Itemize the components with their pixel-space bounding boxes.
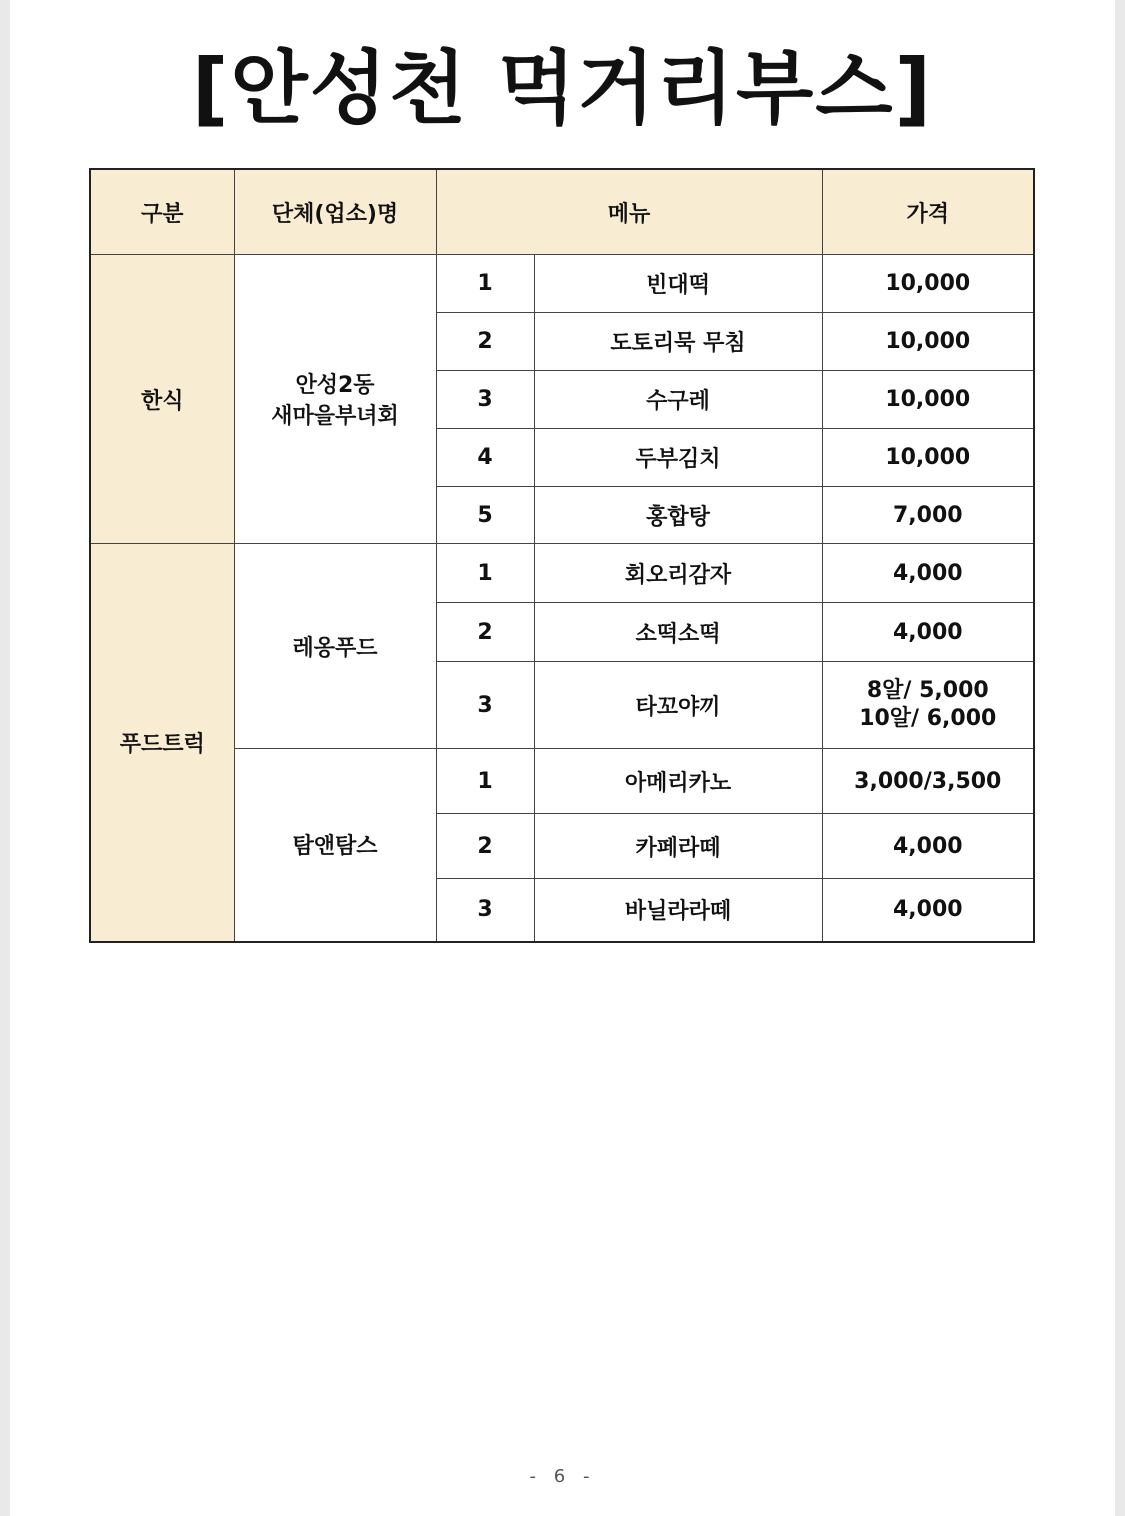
item-price: 4,000 — [822, 603, 1034, 662]
header-menu: 메뉴 — [436, 169, 822, 255]
item-menu: 회오리감자 — [534, 544, 822, 603]
item-number: 1 — [436, 544, 534, 603]
item-number: 2 — [436, 313, 534, 371]
item-price: 3,000/3,500 — [822, 749, 1034, 814]
page-title: [안성천 먹거리부스] — [191, 42, 934, 135]
item-price: 4,000 — [822, 544, 1034, 603]
item-menu: 아메리카노 — [534, 749, 822, 814]
table-header-row — [90, 169, 1034, 255]
item-number: 5 — [436, 487, 534, 544]
item-number: 3 — [436, 371, 534, 429]
item-number: 1 — [436, 749, 534, 814]
vendor-cell — [234, 749, 436, 942]
item-number: 4 — [436, 429, 534, 487]
item-menu: 홍합탕 — [534, 487, 822, 544]
vendor-cell — [234, 255, 436, 544]
food-booth-table — [89, 168, 1035, 943]
item-price: 10,000 — [822, 429, 1034, 487]
vendor-name-line: 레옹푸드 — [292, 635, 378, 661]
table-row — [90, 544, 1034, 603]
item-menu: 카페라떼 — [534, 814, 822, 879]
price-line: 10알/ 6,000 — [859, 706, 997, 731]
item-number: 2 — [436, 814, 534, 879]
header-vendor: 단체(업소)명 — [234, 169, 436, 255]
vendor-cell — [234, 544, 436, 749]
item-number: 3 — [436, 879, 534, 942]
header-price: 가격 — [822, 169, 1034, 255]
item-menu: 타꼬야끼 — [534, 662, 822, 749]
item-menu: 빈대떡 — [534, 255, 822, 313]
item-menu: 수구레 — [534, 371, 822, 429]
vendor-name-line: 안성2동 — [295, 373, 375, 398]
item-menu: 두부김치 — [534, 429, 822, 487]
vendor-name-line: 탐앤탐스 — [292, 834, 378, 860]
item-menu: 소떡소떡 — [534, 603, 822, 662]
header-category: 구분 — [90, 169, 234, 255]
category-cell: 푸드트럭 — [90, 544, 234, 942]
item-price: 10,000 — [822, 255, 1034, 313]
category-cell: 한식 — [90, 255, 234, 544]
item-number: 2 — [436, 603, 534, 662]
item-menu: 도토리묵 무침 — [534, 313, 822, 371]
vendor-name-line: 새마을부녀회 — [271, 404, 399, 429]
table-row — [90, 255, 1034, 313]
item-price — [822, 662, 1034, 749]
item-price: 4,000 — [822, 814, 1034, 879]
item-menu: 바닐라라떼 — [534, 879, 822, 942]
item-price: 10,000 — [822, 371, 1034, 429]
item-price: 4,000 — [822, 879, 1034, 942]
page-number: - 6 - — [529, 1466, 596, 1487]
item-number: 3 — [436, 662, 534, 749]
item-price: 7,000 — [822, 487, 1034, 544]
price-line: 8알/ 5,000 — [866, 678, 989, 703]
item-number: 1 — [436, 255, 534, 313]
item-price: 10,000 — [822, 313, 1034, 371]
